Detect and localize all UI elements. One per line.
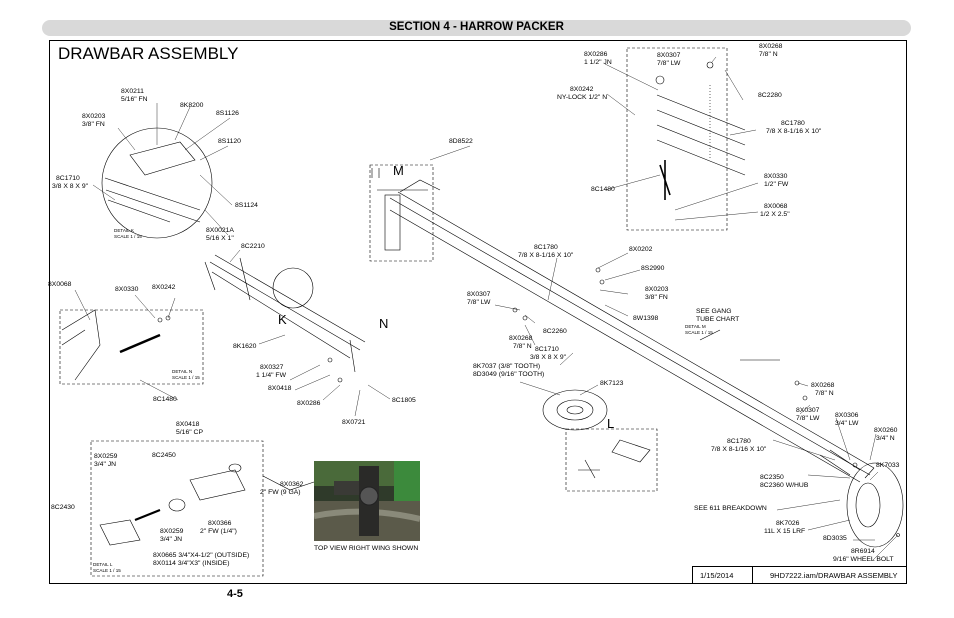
callout-8k8200: 8K8200 <box>180 102 204 109</box>
callout-8k7033: 8K7033 <box>876 462 900 469</box>
callout-8x0268-mid: 8X0268 7/8" N <box>509 335 533 350</box>
callout-8c2450: 8C2450 <box>152 452 176 459</box>
detail-l-letter: L <box>607 416 615 431</box>
callout-8x0418: 8X0418 <box>268 385 292 392</box>
callout-8c1710-k: 8C1710 3/8 X 8 X 9" <box>52 175 89 190</box>
callout-8c1780-right: 8C1780 7/8 X 8-1/16 X 10" <box>711 438 767 453</box>
callout-8x0242-n: 8X0242 <box>152 284 176 291</box>
callout-8x0418-cp: 8X0418 5/16" CP <box>176 421 203 436</box>
callout-8w1398: 8W1398 <box>633 315 659 322</box>
page-number: 4-5 <box>227 588 243 600</box>
callout-8x0665: 8X0665 3/4"X4-1/2" (OUTSIDE) 8X0114 3/4"X3" (INSIDE) <box>153 552 250 567</box>
callout-8x0259-bottom: 8X0259 3/4" JN <box>160 528 184 543</box>
callout-8x0362: 8X0362 2" FW (9 GA) <box>260 481 304 496</box>
callout-8x0307-top: 8X0307 7/8" LW <box>657 52 681 67</box>
callout-8c2430: 8C2430 <box>51 504 75 511</box>
callout-8x0327: 8X0327 1 1/4" FW <box>256 364 286 379</box>
callout-8s1124: 8S1124 <box>235 202 258 209</box>
callout-8x0068-top: 8X0068 1/2 X 2.5" <box>760 203 790 218</box>
page-title: DRAWBAR ASSEMBLY <box>58 44 239 63</box>
callout-8x0259-top: 8X0259 3/4" JN <box>94 453 118 468</box>
title-block-file: 9HD7222.iam/DRAWBAR ASSEMBLY <box>770 571 898 580</box>
section-title: SECTION 4 - HARROW PACKER <box>389 21 564 33</box>
callout-8x0268-top: 8X0268 7/8" N <box>759 43 783 58</box>
callout-see-gang-tube-chart: SEE GANG TUBE CHART <box>696 308 740 323</box>
callout-8x0068-n: 8X0068 <box>48 281 72 288</box>
callout-8c1780-top: 8C1780 7/8 X 8-1/16 X 10" <box>766 120 822 135</box>
callout-8r6914: 8R6914 9/16" WHEEL BOLT <box>833 548 894 563</box>
callout-8c2210: 8C2210 <box>241 243 265 250</box>
detail-k-note: DETAIL K SCALE 1 / 15 <box>114 228 142 239</box>
detail-k-letter: K <box>278 312 287 327</box>
detail-m-letter: M <box>393 163 404 178</box>
callout-8k7123: 8K7123 <box>600 380 624 387</box>
callout-8x0306: 8X0306 3/4" LW <box>835 412 859 427</box>
drawbar-beam <box>390 192 874 482</box>
callout-8x0330-top: 8X0330 1/2" FW <box>764 173 789 188</box>
photo-caption: TOP VIEW RIGHT WING SHOWN <box>314 545 419 552</box>
callout-8s1126: 8S1126 <box>216 110 239 117</box>
detail-m-note: DETAIL M SCALE 1 / 15 <box>685 324 713 335</box>
callout-8x0307-right: 8X0307 7/8" LW <box>796 407 820 422</box>
callout-8c1710-mid: 8C1710 3/8 X 8 X 9" <box>530 346 567 361</box>
callout-8k7026: 8K7026 11L X 15 LRF <box>764 520 806 535</box>
callout-8x0202: 8X0202 <box>629 246 653 253</box>
transport-wheel <box>847 463 903 547</box>
callout-8x0721: 8X0721 <box>342 419 366 426</box>
callout-8x0286-top: 8X0286 1 1/2" JN <box>584 51 612 66</box>
packer-wheel <box>543 390 607 430</box>
callout-8s2990: 8S2990 <box>641 265 665 272</box>
right-wing-photo <box>314 461 420 541</box>
title-block-date: 1/15/2014 <box>700 571 734 580</box>
callout-8c2280: 8C2280 <box>758 92 782 99</box>
detail-n-circle <box>273 268 313 308</box>
callout-8x0242-top: 8X0242 NY-LOCK 1/2" N <box>557 86 608 101</box>
callout-8x0268-right: 8X0268 7/8" N <box>811 382 835 397</box>
detail-l-box <box>566 429 657 491</box>
callout-8x0286: 8X0286 <box>297 400 321 407</box>
callout-8c1480-n: 8C1480 <box>153 396 177 403</box>
callout-8x0203-mid: 8X0203 3/8" FN <box>645 286 669 301</box>
callout-8x0203-k: 8X0203 3/8" FN <box>82 113 106 128</box>
callout-8c2260: 8C2260 <box>543 328 567 335</box>
callout-8d8522: 8D8522 <box>449 138 473 145</box>
callout-8c1805: 8C1805 <box>392 397 416 404</box>
callout-8c1480-top: 8C1480 <box>591 186 615 193</box>
detail-l-note: DETAIL L SCALE 1 / 15 <box>93 562 121 573</box>
callout-8x0021a: 8X0021A 5/16 X 1" <box>206 227 234 242</box>
callout-8k1620: 8K1620 <box>233 343 257 350</box>
callout-8x0330-n: 8X0330 <box>115 286 139 293</box>
callout-8c2350: 8C2350 8C2360 W/HUB <box>760 474 809 489</box>
callout-8s1120: 8S1120 <box>218 138 241 145</box>
callout-8x0211: 8X0211 5/16" FN <box>121 88 148 103</box>
callout-8x0260: 8X0260 3/4" N <box>874 427 898 442</box>
detail-n-letter: N <box>379 316 389 331</box>
callout-8c1780-mid: 8C1780 7/8 X 8-1/16 X 10" <box>518 244 574 259</box>
callout-see-611-breakdown: SEE 611 BREAKDOWN <box>694 505 767 512</box>
detail-m-box <box>370 165 433 261</box>
callout-8k7037: 8K7037 (3/8" TOOTH) 8D3049 (9/16" TOOTH) <box>473 363 545 378</box>
tower-detail-box <box>627 48 727 230</box>
callout-8x0307-mid: 8X0307 7/8" LW <box>467 291 491 306</box>
detail-n-note: DETAIL N SCALE 1 / 15 <box>172 369 200 380</box>
callout-8d3035: 8D3035 <box>823 535 847 542</box>
callout-8x0366: 8X0366 2" FW (1/4") <box>200 520 237 535</box>
